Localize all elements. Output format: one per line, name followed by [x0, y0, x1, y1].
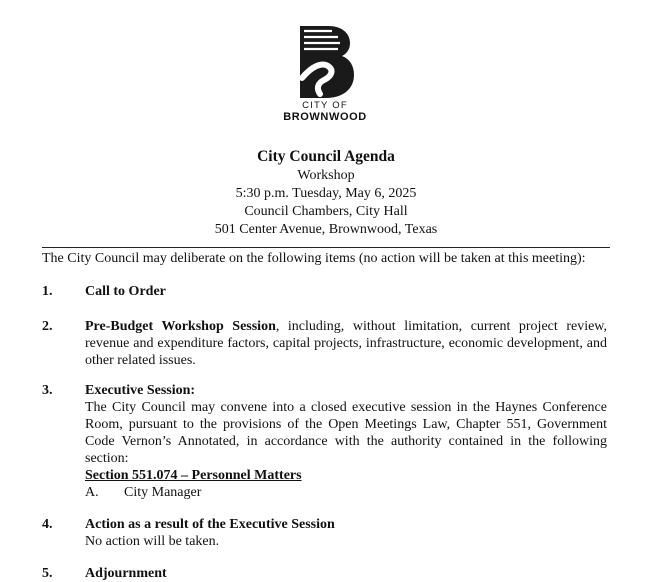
item-heading: Action as a result of the Executive Session	[85, 517, 335, 532]
logo-brownwood: BROWNWOOD	[283, 111, 367, 123]
item-number: 1.	[42, 284, 53, 299]
item-number: 2.	[42, 319, 53, 334]
sub-item-text: City Manager	[124, 485, 202, 500]
item-number: 3.	[42, 383, 53, 398]
agenda-title: City Council Agenda	[257, 148, 395, 165]
item-number: 4.	[42, 517, 53, 532]
meeting-address: 501 Center Avenue, Brownwood, Texas	[214, 222, 438, 237]
section-heading: Section 551.074 – Personnel Matters	[85, 468, 302, 483]
meeting-location: Council Chambers, City Hall	[244, 204, 408, 219]
meeting-datetime: 5:30 p.m. Tuesday, May 6, 2025	[235, 186, 417, 201]
brownwood-b-logo-icon	[294, 26, 356, 98]
sub-item-label: A.	[85, 485, 99, 500]
item-heading: Executive Session:	[85, 383, 196, 398]
agenda-subtitle: Workshop	[297, 168, 355, 183]
header-divider	[42, 247, 610, 248]
item-heading: Call to Order	[85, 284, 166, 299]
sub-item	[85, 484, 607, 501]
item-number: 5.	[42, 566, 53, 581]
item-heading: Adjournment	[85, 566, 167, 581]
city-logo	[280, 26, 370, 123]
item-heading: Pre-Budget Workshop Session	[85, 319, 276, 334]
item-text: The City Council may convene into a closed executive session in the Haynes Conference Room, pursuant to the provisions of the Open Meetings Law, Chapter 551, Government Code Vernon’s Annotated, in accordance with the authority contained in the following section:	[85, 400, 607, 466]
logo-city-of: CITY OF	[302, 100, 348, 111]
item-text: , including, without limitation, current project review, revenue and expenditure factors, capital projects, infrastructure, economic development, and other related issues.	[85, 319, 607, 368]
item-text: No action will be taken.	[85, 534, 220, 549]
intro-text: The City Council may deliberate on the following items (no action will be taken at this meeting):	[42, 251, 586, 266]
agenda-header	[0, 147, 652, 239]
